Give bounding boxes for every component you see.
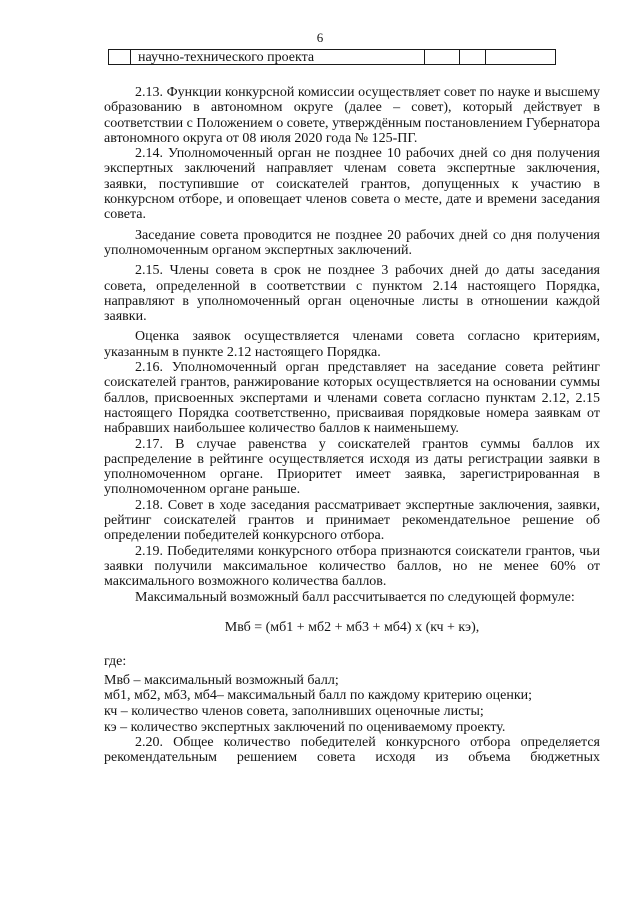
score-formula: Мвб = (мб1 + мб2 + мб3 + мб4) х (кч + кэ), xyxy=(224,619,480,635)
paragraph-formula-intro: Максимальный возможный балл рассчитывается по следующей формуле: xyxy=(135,589,575,605)
paragraph-meeting-deadline: Заседание совета проводится не позднее 20 рабочих дней со дня получения уполномоченным органом экспертных заключений. xyxy=(104,227,600,258)
paragraph-2-18: 2.18. Совет в ходе заседания рассматривает экспертные заключения, заявки, рейтинг соискателей грантов и принимает рекомендательное решение об определении победителей конкурсного отбора. xyxy=(104,497,600,544)
paragraph-evaluation: Оценка заявок осуществляется членами совета согласно критериям, указанным в пункте 2.12 настоящего Порядка. xyxy=(104,329,600,360)
definition-item: кэ – количество экспертных заключений по оцениваемому проекту. xyxy=(104,719,506,735)
definition-item: кч – количество членов совета, заполнивших оценочные листы; xyxy=(104,703,484,719)
table-cell-text: научно-технического проекта xyxy=(138,50,315,65)
table-column-divider xyxy=(485,50,486,64)
definition-item: Мвб – максимальный возможный балл; xyxy=(104,672,339,688)
paragraph-2-17: 2.17. В случае равенства у соискателей грантов суммы баллов их распределение в рейтинге осуществляется исходя из даты регистрации заявки в уполномоченном органе. Приоритет имеет заявка, зарегистрированная в уполномоченном органе раньше. xyxy=(104,436,600,498)
table-fragment xyxy=(108,49,556,65)
table-column-divider xyxy=(424,50,425,64)
paragraph-2-15: 2.15. Члены совета в срок не позднее 3 рабочих дней до даты заседания совета, определенной в соответствии с пунктом 2.14 настоящего Порядка, направляют в уполномоченный орган оценочные листы в отношении каждой заявки. xyxy=(104,263,600,325)
where-label: где: xyxy=(104,653,127,669)
formula-definitions xyxy=(104,673,600,735)
paragraph-2-13: 2.13. Функции конкурсной комиссии осуществляет совет по науке и высшему образованию в автономном округе (далее – совет), который действует в соответствии с Положением о совете, утверждённым постановлением Губернатора автономного округа от 08 июля 2020 года № 125-ПГ. xyxy=(104,85,600,146)
paragraph-2-19: 2.19. Победителями конкурсного отбора признаются соискатели грантов, чьи заявки получили максимальное количество баллов, но не менее 60% от максимального возможного количества баллов. xyxy=(104,543,600,590)
paragraph-2-20: 2.20. Общее количество победителей конкурсного отбора определяется рекомендательным решением совета исходя из объема бюджетных xyxy=(104,735,600,766)
table-column-divider xyxy=(459,50,460,64)
paragraph-2-14: 2.14. Уполномоченный орган не позднее 10 рабочих дней со дня получения экспертных заключений направляет членам совета экспертные заключения, заявки, поступившие от соискателей грантов, допущенных к участию в конкурсном отборе, и оповещает членов совета о месте, дате и времени заседания совета. xyxy=(104,146,600,223)
page-number: 6 xyxy=(316,30,324,45)
document-body xyxy=(104,80,600,766)
table-column-divider xyxy=(130,50,131,64)
paragraph-2-16: 2.16. Уполномоченный орган представляет на заседание совета рейтинг соискателей грантов, ранжирование которых осуществляется на основании суммы баллов, присвоенных экспертами и членами совета согласно пунктам 2.12, 2.15 настоящего Порядка соответственно, присваивая порядковые номера заявкам от набравших наибольшее количество баллов к наименьшему. xyxy=(104,360,600,437)
definition-item: мб1, мб2, мб3, мб4– максимальный балл по каждому критерию оценки; xyxy=(104,688,533,704)
